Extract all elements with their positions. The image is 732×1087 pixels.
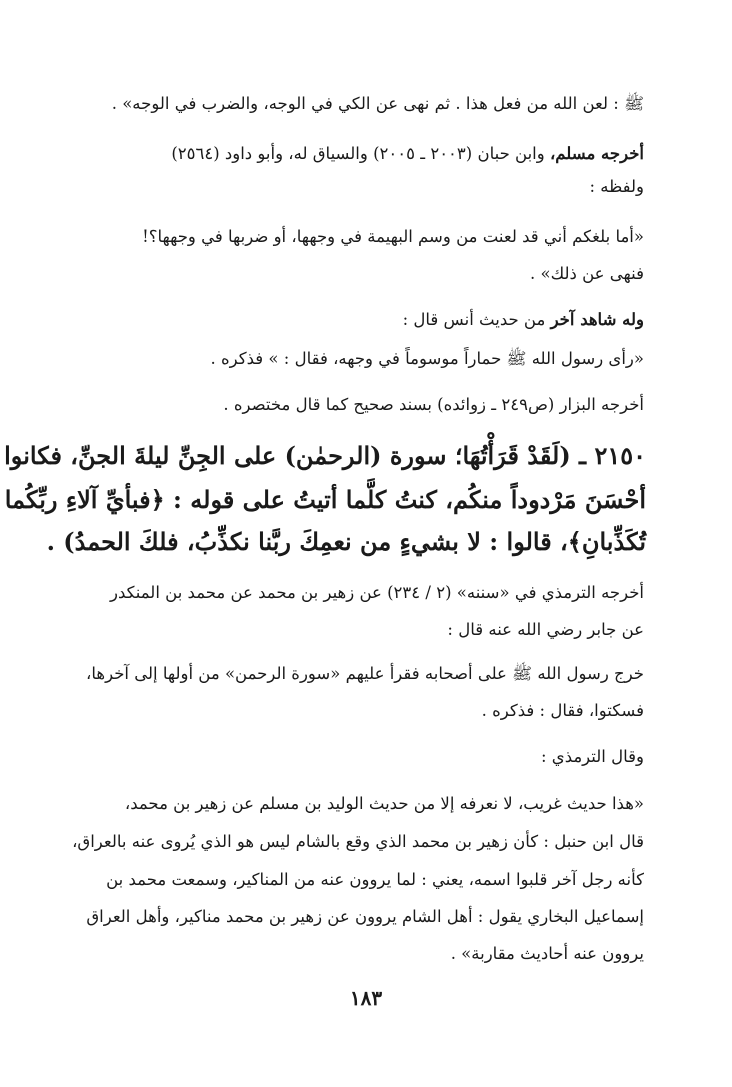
text-line: ولفظه : <box>589 177 644 196</box>
text-line: كأنه رجل آخر قلبوا اسمه، يعني : لما يروون عنه من المناكير، وسمعت محمد بن <box>106 870 644 889</box>
text-line: «رأى رسول الله ﷺ حماراً موسوماً في وجهه، فقال : » فذكره . <box>210 349 644 368</box>
text-line: «هذا حديث غريب، لا نعرفه إلا من حديث الوليد بن مسلم عن زهير بن محمد، <box>124 794 644 813</box>
text-line <box>84 142 644 166</box>
hadith-line: أحْسَنَ مَرْدوداً منكُم، كنتُ كلَّما أتيتُ على قوله : ﴿فبأيِّ آلاءِ ربِّكُما <box>4 485 646 514</box>
text-line: عن جابر رضي الله عنه قال : <box>447 620 644 639</box>
text-line: فنهى عن ذلك» . <box>530 264 644 283</box>
text-line: يروون عنه أحاديث مقاربة» . <box>450 944 644 963</box>
text-line: ﷺ : لعن الله من فعل هذا . ثم نهى عن الكي في الوجه، والضرب في الوجه» . <box>111 94 644 113</box>
text-line: قال ابن حنبل : كأن زهير بن محمد الذي وقع بالشام ليس هو الذي يُروى عنه بالعراق، <box>72 832 644 851</box>
text-line: أخرجه البزار (ص٢٤٩ ـ زوائده) بسند صحيح كما قال مختصره . <box>223 395 644 414</box>
text-line: خرج رسول الله ﷺ على أصحابه فقرأ عليهم «سورة الرحمن» من أولها إلى آخرها، <box>86 664 644 683</box>
hadith-line: ٢١٥٠ ـ (لَقَدْ قَرَأْتُهَا؛ سورة (الرحمٰن) على الجِنِّ ليلةَ الجنِّ، فكانوا <box>4 441 646 470</box>
text-line: فسكتوا، فقال : فذكره . <box>481 701 644 720</box>
text-line: وقال الترمذي : <box>540 747 644 766</box>
hadith-line: تُكَذِّبانِ﴾، قالوا : لا بشيءٍ من نعمِكَ ربَّنا نكذِّبُ، فلكَ الحمدُ) . <box>46 527 646 556</box>
source-label: أخرجه مسلم، <box>549 144 644 163</box>
page-number: ١٨٣ <box>349 986 383 1010</box>
text-line <box>84 308 644 332</box>
text-line: «أما بلغكم أني قد لعنت من وسم البهيمة في وجهها، أو ضربها في وجهها؟! <box>142 227 644 246</box>
text-segment: من حديث أنس قال : <box>402 310 551 329</box>
text-line: إسماعيل البخاري يقول : أهل الشام يروون عن زهير بن محمد مناكير، وأهل العراق <box>86 907 644 926</box>
witness-label: وله شاهد آخر <box>550 310 644 329</box>
text-line: أخرجه الترمذي في «سننه» (٢ / ٢٣٤) عن زهير بن محمد عن محمد بن المنكدر <box>110 583 644 602</box>
text-segment: وابن حبان (٢٠٠٣ ـ ٢٠٠٥) والسياق له، وأبو داود (٢٥٦٤) <box>171 144 550 163</box>
